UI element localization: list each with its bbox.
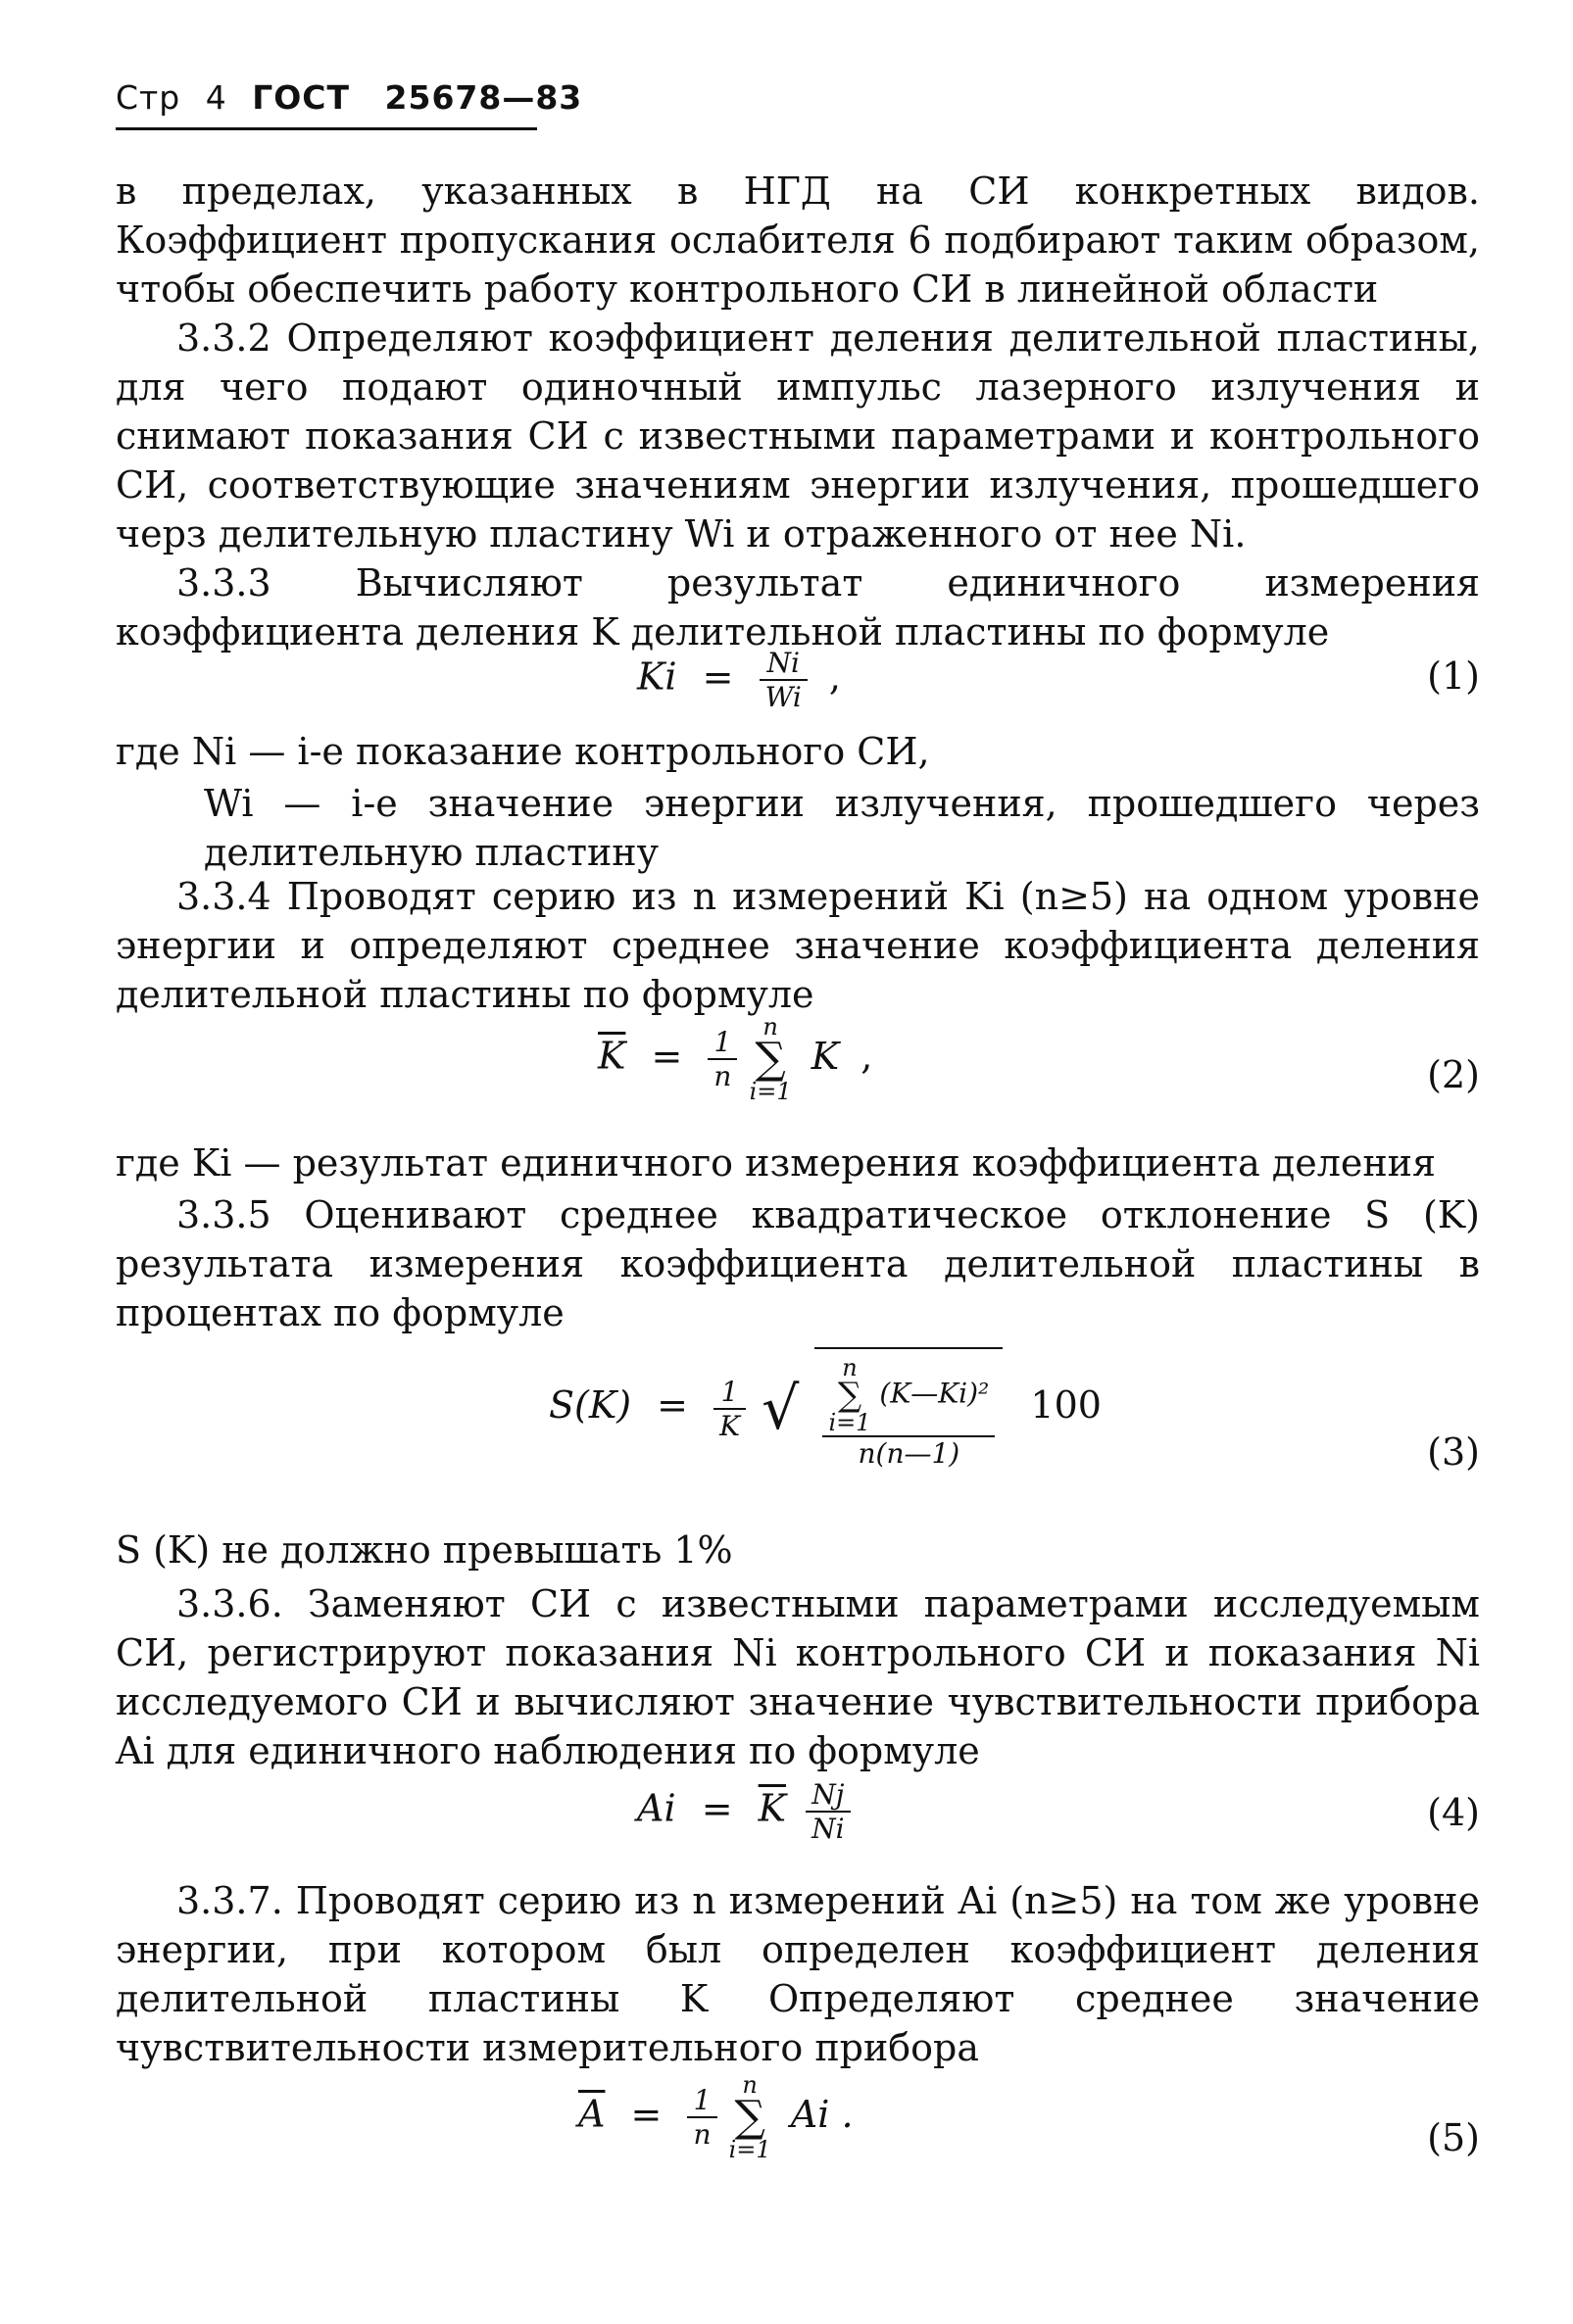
eq3-numerator (822, 1355, 995, 1437)
equation-5: $\overline{A}$ = $\frac{1}{n}$ n ∑ i=1 Ai . (578, 2071, 854, 2163)
eq4-lhs: Ai (637, 1786, 676, 1830)
paragraph-3-3-7: 3.3.7. Проводят серию из n измерений Ai (n≥5) на том же уровне энергии, при котором был определен коэффициент деления делительной пластины K Определяют среднее значение чувствительности измерительного прибора (116, 1879, 1480, 2069)
eq5-sum: n ∑ i=1 (728, 2071, 771, 2163)
eq3-lhs: S(K) (549, 1383, 632, 1427)
where-list-1-a: где Ni — i-е показание контрольного СИ, (116, 730, 930, 773)
equation-5-number: (5) (1427, 2116, 1480, 2159)
equation-3: S(K) = $\frac{1}{K}$ √ n ∑ i=1 (K—Ki)² n(n—1) 100 (549, 1347, 1102, 1470)
eq2-sum: n ∑ i=1 (749, 1013, 792, 1105)
limit-statement: S (K) не должно превышать 1% (116, 1528, 733, 1572)
eq5-sum-bottom: i=1 (728, 2136, 771, 2163)
eq1-tail: , (828, 654, 842, 699)
equation-1: Ki = $\frac{Ni}{Wi}$ , (637, 647, 842, 713)
equation-3-number: (3) (1427, 1430, 1480, 1474)
eq2-tail: , (860, 1034, 873, 1078)
eq3-factor: 100 (1030, 1383, 1102, 1427)
standard-code: 25678—83 (384, 78, 583, 117)
eq5-numerator: 1 (687, 2084, 716, 2118)
eq4-denominator: Ni (811, 1813, 845, 1845)
header-rule (116, 127, 537, 130)
eq3-sum: n ∑ i=1 (828, 1354, 871, 1436)
eq3-radicand (814, 1347, 1003, 1470)
eq1-denominator: Wi (764, 681, 802, 713)
paragraph-3-3-4: 3.3.4 Проводят серию из n измерений Ki (n≥5) на одном уровне энергии и определяют среднее значение коэффициента деления делительной пластины по формуле (116, 875, 1480, 1016)
equation-2-number: (2) (1427, 1053, 1480, 1096)
sqrt-symbol: √ (762, 1374, 800, 1443)
eq2-lhs: $\overline{K}$ (598, 1034, 626, 1078)
eq3-term: (K—Ki)² (879, 1377, 990, 1410)
standard-name: ГОСТ (252, 78, 351, 117)
eq5-sum-top: n (742, 2071, 758, 2099)
eq2-sum-top: n (762, 1013, 778, 1041)
paragraph-3-3-3: 3.3.3 Вычисляют результат единичного измерения коэффициента деления K делительной пластины по формуле (116, 561, 1480, 654)
where-list-2: где Ki — результат единичного измерения коэффициента деления (116, 1141, 1436, 1185)
equation-2: $\overline{K}$ = $\frac{1}{n}$ n ∑ i=1 K , (598, 1013, 873, 1105)
paragraph-3-3-6: 3.3.6. Заменяют СИ с известными параметрами исследуемым СИ, регистрируют показания Ni контрольного СИ и показания Ni исследуемого СИ и вычисляют значение чувствительности прибора Ai для единичного наблюдения по формуле (116, 1582, 1480, 1772)
eq3-sum-bottom: i=1 (828, 1409, 871, 1436)
eq4-fraction (806, 1778, 850, 1845)
eq1-numerator: Ni (760, 647, 808, 681)
eq2-term: K (811, 1034, 840, 1078)
eq1-fraction (760, 647, 808, 713)
paragraph-3-3-2: 3.3.2 Определяют коэффициент деления делительной пластины, для чего подают одиночный импульс лазерного излучения и снимают показания СИ с известными параметрами и контрольного СИ, соответствующие значениям энергии излучения, прошедшего черз делительную пластину Wi и отраженного от нее Ni. (116, 316, 1480, 556)
equation-1-number: (1) (1427, 654, 1480, 698)
equation-4-number: (4) (1427, 1791, 1480, 1834)
page-header (116, 78, 582, 117)
eq3-fraction (822, 1355, 995, 1470)
eq4-k: $\overline{K}$ (758, 1786, 787, 1830)
paragraph-3-3-5: 3.3.5 Оценивают среднее квадратическое отклонение S (K) результата измерения коэффициента делительной пластины в процентах по формуле (116, 1193, 1480, 1334)
eq4-numerator: Nj (806, 1778, 850, 1813)
eq1-lhs: Ki (637, 654, 677, 699)
eq3-coefficient (713, 1376, 746, 1442)
eq2-sum-bottom: i=1 (749, 1078, 792, 1105)
page-number: 4 (205, 78, 227, 117)
eq5-term: Ai . (790, 2092, 854, 2136)
paragraph-continuation: в пределах, указанных в НГД на СИ конкретных видов. Коэффициент пропускания ослабителя 6 подбирают таким образом, чтобы обеспечить работу контрольного СИ в линейной области (116, 169, 1480, 311)
eq3-denominator: n(n—1) (858, 1437, 960, 1470)
eq3-coef-denominator: K (719, 1409, 741, 1442)
where-list-1-b: Wi — i-е значение энергии излучения, прошедшего через делительную пластину (204, 782, 1480, 874)
eq3-coef-numerator: 1 (713, 1376, 746, 1410)
eq5-lhs: $\overline{A}$ (578, 2092, 606, 2136)
eq5-fraction (687, 2084, 716, 2151)
eq2-fraction (708, 1026, 737, 1092)
eq2-denominator: n (713, 1060, 732, 1092)
eq5-denominator: n (693, 2118, 712, 2151)
page-prefix: Стр (116, 78, 181, 117)
eq2-numerator: 1 (708, 1026, 737, 1060)
equation-4: $Ai = \overline{K}$ $\frac{Nj}{Ni}$ (637, 1778, 851, 1845)
eq3-sum-top: n (842, 1354, 858, 1381)
